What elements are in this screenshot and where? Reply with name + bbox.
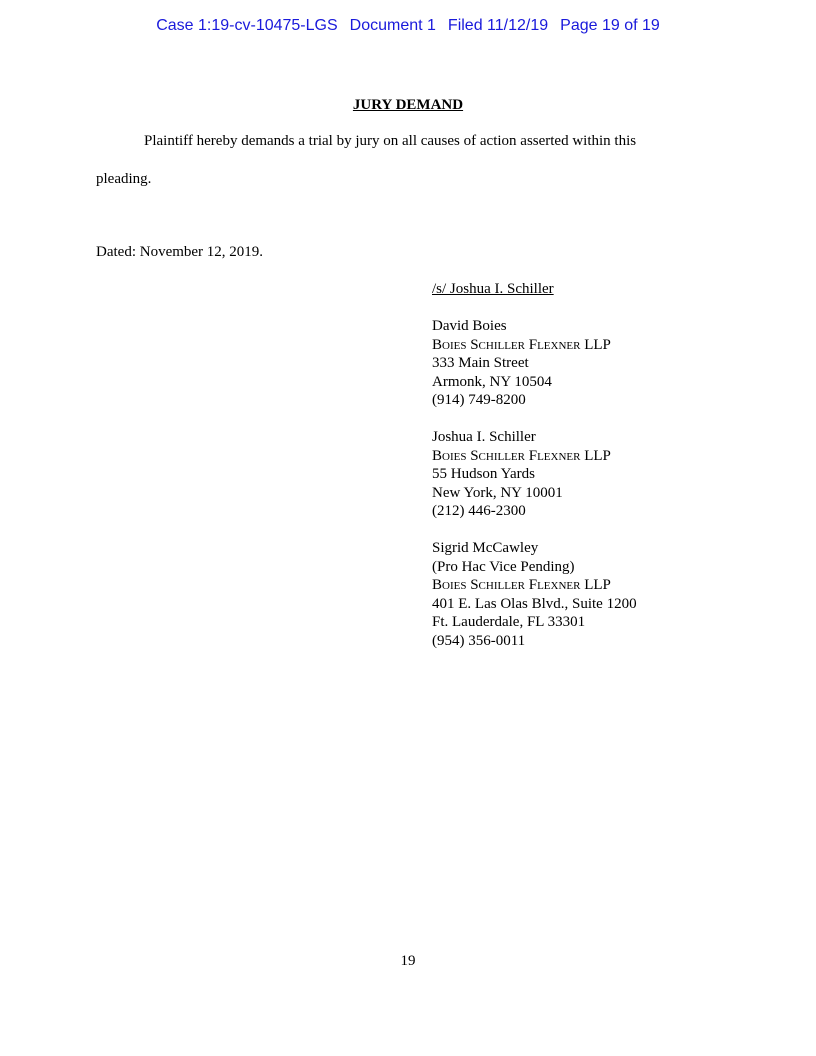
firm-name: Boies Schiller Flexner LLP — [432, 577, 611, 593]
ecf-header — [0, 17, 816, 35]
firm-name: Boies Schiller Flexner LLP — [432, 336, 611, 353]
dated-line: Dated: November 12, 2019. — [96, 244, 264, 260]
admission-note: (Pro Hac Vice Pending) — [432, 558, 575, 575]
address-line: 55 Hudson Yards — [432, 466, 535, 482]
attorney-block — [432, 317, 637, 410]
address-line: 333 Main Street — [432, 355, 529, 371]
document-number: Document 1 — [349, 17, 436, 34]
attorney-name: Sigrid McCawley — [432, 540, 539, 556]
phone-number: (212) 446-2300 — [432, 503, 526, 519]
attorney-block — [432, 539, 637, 650]
attorney-name: Joshua I. Schiller — [432, 429, 536, 445]
city-line: New York, NY 10001 — [432, 484, 563, 501]
filed-date: Filed 11/12/19 — [447, 17, 549, 34]
page-number: 19 — [400, 953, 416, 969]
paragraph-line-2: pleading. — [96, 171, 152, 187]
attorney-name: David Boies — [432, 318, 507, 334]
signature-block — [432, 280, 637, 669]
attorney-block — [432, 428, 637, 521]
signature-line: /s/ Joshua I. Schiller — [432, 281, 554, 297]
phone-number: (954) 356-0011 — [432, 632, 526, 649]
city-line: Armonk, NY 10504 — [432, 373, 552, 390]
section-title: JURY DEMAND — [352, 97, 464, 113]
city-line: Ft. Lauderdale, FL 33301 — [432, 614, 586, 630]
case-number: Case 1:19-cv-10475-LGS — [156, 17, 338, 34]
firm-name: Boies Schiller Flexner LLP — [432, 447, 611, 464]
phone-number: (914) 749-8200 — [432, 392, 526, 408]
page-count: Page 19 of 19 — [560, 17, 660, 34]
paragraph-line-1: Plaintiff hereby demands a trial by jury on all causes of action asserted within this — [144, 133, 637, 149]
address-line: 401 E. Las Olas Blvd., Suite 1200 — [432, 595, 637, 612]
